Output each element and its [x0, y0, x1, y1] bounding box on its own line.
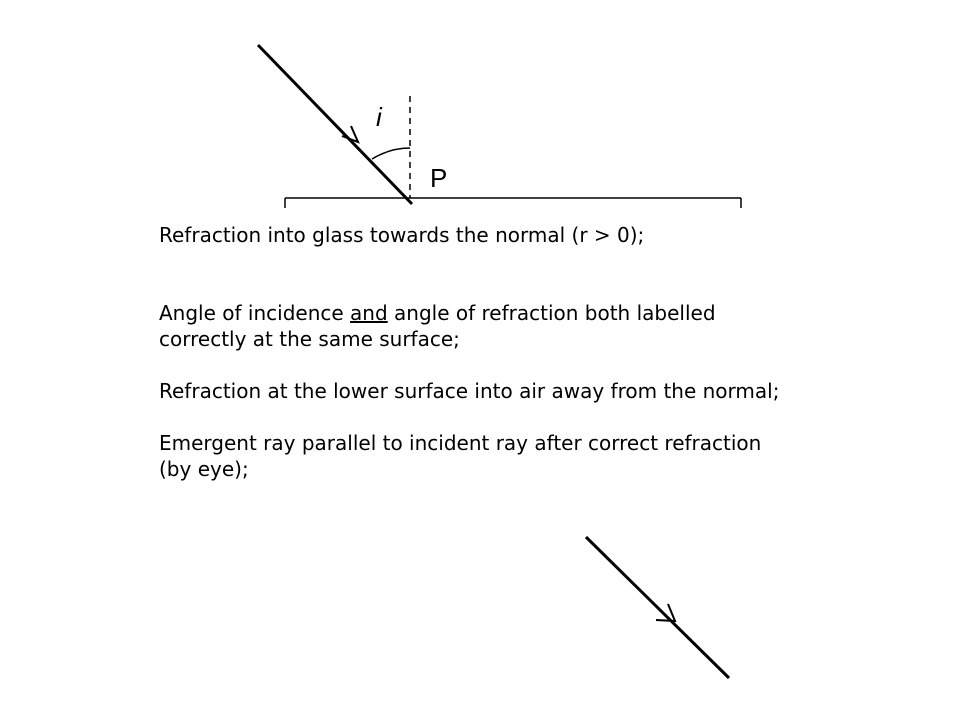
- note-angles-text-2: angle of refraction both labelled correctly at the same surface;: [159, 301, 716, 351]
- marking-notes: [159, 222, 799, 482]
- note-angles-labelled: [159, 300, 799, 352]
- emergent-ray-arrow: [656, 604, 675, 621]
- angle-arc: [372, 148, 410, 159]
- point-p-label: P: [430, 163, 448, 193]
- note-angles-underlined: and: [350, 301, 388, 325]
- emergent-ray: [586, 537, 729, 678]
- incident-ray: [258, 45, 412, 204]
- note-angles-text-1: Angle of incidence: [159, 301, 351, 325]
- angle-i-label: i: [376, 102, 382, 132]
- note-lower-surface: Refraction at the lower surface into air away from the normal;: [159, 379, 780, 403]
- note-emergent-ray: Emergent ray parallel to incident ray after correct refraction (by eye);: [159, 431, 762, 481]
- note-refraction-into-glass: Refraction into glass towards the normal (r > 0);: [159, 223, 645, 247]
